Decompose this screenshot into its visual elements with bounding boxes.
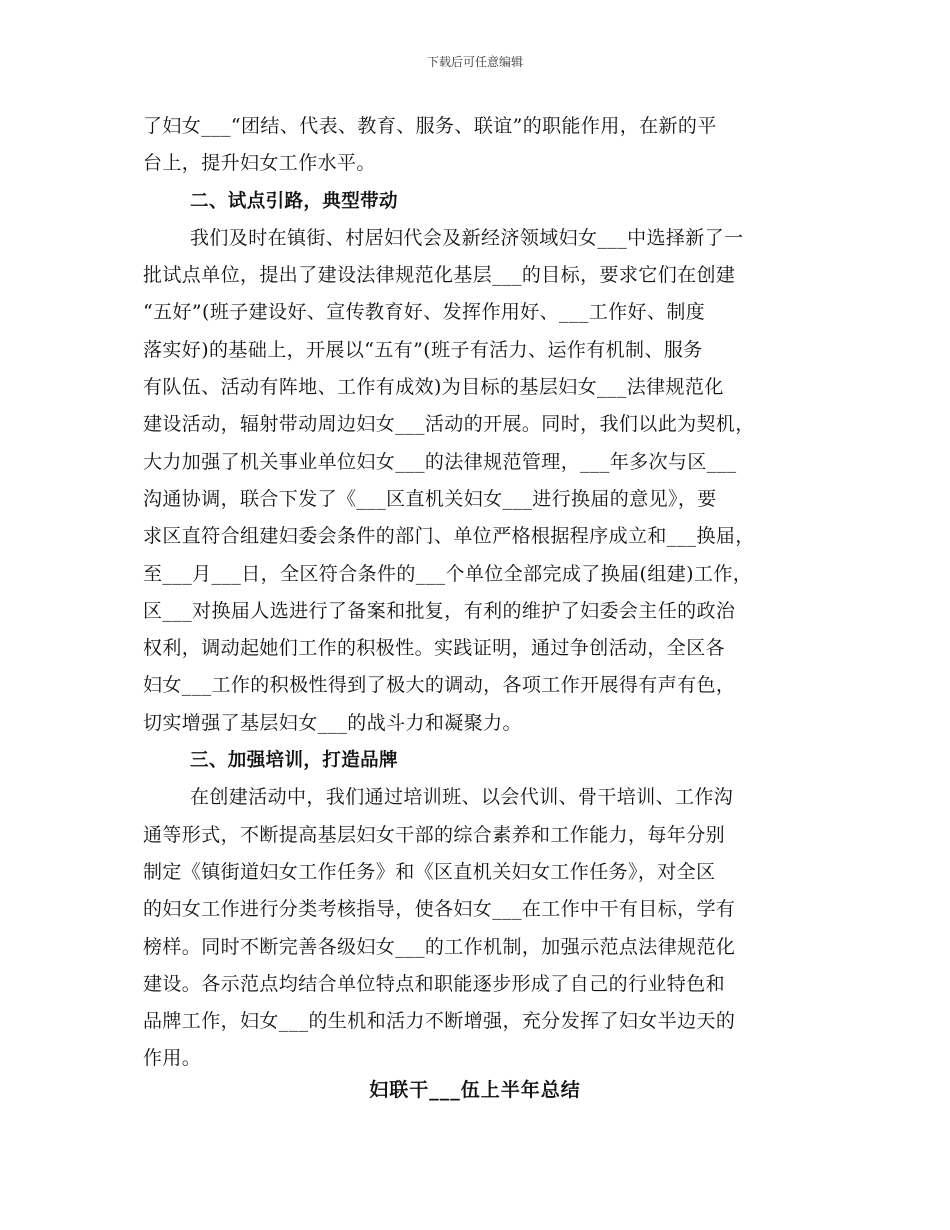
paragraph-line: 我们及时在镇街、村居妇代会及新经济领域妇女___中选择新了一 [190,226,744,249]
paragraph-line: 求区直符合组建妇委会条件的部门、单位严格根据程序成立和___换届， [143,525,755,548]
paragraph-line: 品牌工作，妇女___的生机和活力不断增强，充分发挥了妇女半边天的 [143,1010,736,1033]
paragraph-line: 切实增强了基层妇女___的战斗力和凝聚力。 [143,711,522,734]
paragraph-line: 在创建活动中，我们通过培训班、以会代训、骨干培训、工作沟 [190,786,734,809]
paragraph-line: 权利，调动起她们工作的积极性。实践证明，通过争创活动，全区各 [143,637,726,660]
document-body [143,108,823,1078]
paragraph-line: 的妇女工作进行分类考核指导，使各妇女___在工作中干有目标，学有 [143,898,736,921]
next-document-title: 妇联干___伍上半年总结 [369,1079,581,1101]
paragraph-line: 至___月___日，全区符合条件的___个单位全部完成了换届(组建)工作， [143,562,753,585]
paragraph-line: 有队伍、活动有阵地、工作有成效)为目标的基层妇女___法律规范化 [143,376,724,399]
paragraph-line: 作用。 [143,1047,202,1070]
paragraph-line: 建设。各示范点均结合单位特点和职能逐步形成了自己的行业特色和 [143,972,726,995]
paragraph-line: 榜样。同时不断完善各级妇女___的工作机制，加强示范点法律规范化 [143,935,736,958]
paragraph-line: 区___对换届人选进行了备案和批复，有利的维护了妇委会主任的政治 [143,599,736,622]
section-heading-2: 二、试点引路，典型带动 [190,190,398,212]
paragraph-line: 通等形式，不断提高基层妇女干部的综合素养和工作能力，每年分别 [143,823,726,846]
paragraph-line: 沟通协调，联合下发了《___区直机关妇女___进行换届的意见》，要 [143,487,717,510]
section-heading-3: 三、加强培训，打造品牌 [190,750,398,772]
paragraph-line: 妇女___工作的积极性得到了极大的调动，各项工作开展得有声有色， [143,674,736,697]
paragraph-line: 了妇女___“团结、代表、教育、服务、联谊”的职能作用，在新的平 [143,115,717,137]
paragraph-line: 建设活动，辐射带动周边妇女___活动的开展。同时，我们以此为契机， [143,413,755,436]
paragraph-line: “五好”(班子建设好、宣传教育好、发挥作用好、___工作好、制度 [143,301,706,324]
paragraph-line: 台上，提升妇女工作水平。 [143,152,376,175]
page-header-note: 下载后可任意编辑 [426,55,523,69]
paragraph-line: 制定《镇街道妇女工作任务》和《区直机关妇女工作任务》，对全区 [143,860,716,883]
paragraph-line: 大力加强了机关事业单位妇女___的法律规范管理，___年多次与区___ [143,450,737,473]
paragraph-line: 落实好)的基础上，开展以“五有”(班子有活力、运作有机制、服务 [143,338,703,361]
paragraph-line: 批试点单位，提出了建设法律规范化基层___的目标，要求它们在创建 [143,264,736,287]
